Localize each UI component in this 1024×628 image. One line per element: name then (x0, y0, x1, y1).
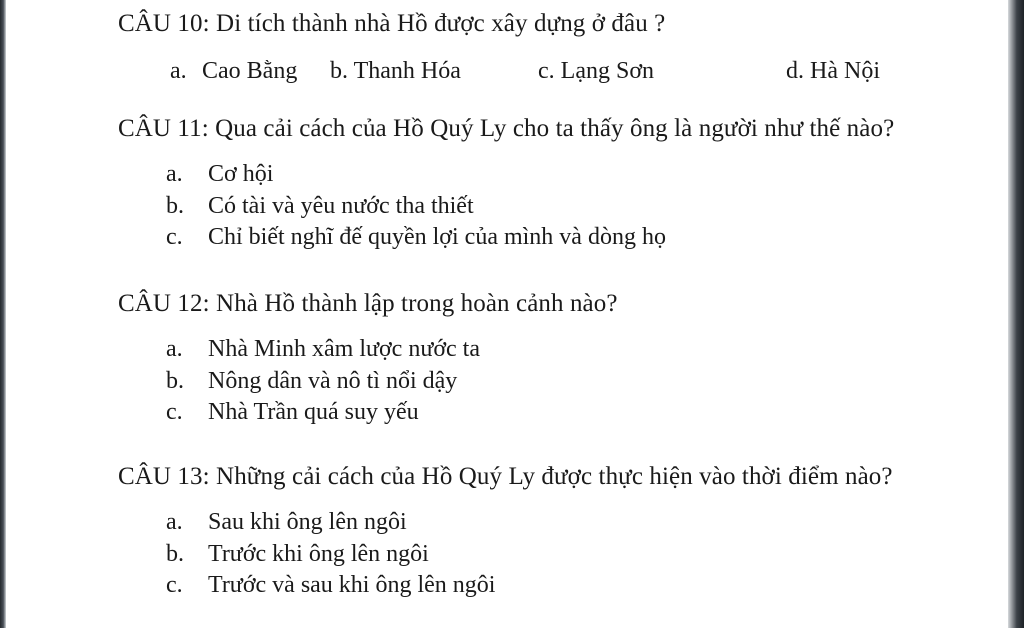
question-12-options (166, 334, 988, 429)
option-11-b-text: Có tài và yêu nước tha thiết (208, 192, 474, 219)
option-10-b-letter: b. (330, 58, 348, 84)
question-10-label: CÂU 10: (118, 10, 210, 37)
question-11-text: Qua cải cách của Hồ Quý Ly cho ta thấy ông là người như thế nào? (215, 115, 895, 142)
page-right-edge (1008, 0, 1024, 628)
option-10-c-text: Lạng Sơn (560, 58, 655, 84)
option-11-b (166, 191, 988, 223)
question-11-options (166, 159, 988, 254)
document-content (118, 10, 988, 602)
option-10-b (330, 58, 538, 85)
option-11-a (166, 159, 988, 191)
question-10-text: Di tích thành nhà Hồ được xây dựng ở đâu ? (216, 10, 666, 37)
option-13-b-text: Trước khi ông lên ngôi (208, 540, 429, 567)
question-13-options (166, 507, 988, 602)
question-12 (118, 290, 988, 318)
question-11-label: CÂU 11: (118, 115, 209, 142)
option-12-b-text: Nông dân và nô tì nổi dậy (208, 367, 458, 394)
option-10-b-text: Thanh Hóa (353, 58, 461, 84)
question-13-label: CÂU 13: (118, 463, 210, 491)
option-12-b (166, 366, 988, 398)
question-13 (118, 463, 988, 491)
question-10-options (170, 58, 988, 85)
question-12-text: Nhà Hồ thành lập trong hoàn cảnh nào? (216, 290, 618, 318)
option-10-d (786, 58, 880, 85)
option-10-c-letter: c. (538, 58, 555, 84)
option-13-b (166, 539, 988, 571)
option-13-a-letter: a. (166, 509, 183, 536)
question-13-text: Những cải cách của Hồ Quý Ly được thực hiện vào thời điểm nào? (216, 463, 893, 491)
question-12-label: CÂU 12: (118, 290, 210, 318)
option-13-a-text: Sau khi ông lên ngôi (208, 509, 407, 536)
question-10 (118, 10, 988, 38)
option-12-a (166, 334, 988, 366)
option-10-a (170, 58, 330, 85)
option-12-b-letter: b. (166, 367, 184, 394)
option-10-a-text: Cao Bằng (202, 58, 298, 84)
option-10-d-letter: d. (786, 58, 804, 84)
option-13-b-letter: b. (166, 540, 184, 567)
option-10-d-text: Hà Nội (810, 58, 880, 84)
question-11 (118, 115, 988, 143)
option-11-a-letter: a. (166, 161, 183, 187)
option-11-a-text: Cơ hội (208, 161, 274, 187)
option-10-c (538, 58, 786, 85)
option-13-c-text: Trước và sau khi ông lên ngôi (208, 572, 496, 599)
option-13-a (166, 507, 988, 539)
option-12-c-text: Nhà Trần quá suy yếu (208, 399, 419, 426)
option-12-c-letter: c. (166, 399, 183, 426)
page-left-edge (0, 0, 6, 628)
option-12-c (166, 397, 988, 429)
option-13-c-letter: c. (166, 572, 183, 599)
option-11-c-text: Chỉ biết nghĩ đế quyền lợi của mình và dòng họ (208, 224, 666, 251)
option-12-a-letter: a. (166, 336, 183, 363)
option-10-a-letter: a. (170, 58, 187, 84)
option-11-c (166, 222, 988, 254)
option-12-a-text: Nhà Minh xâm lược nước ta (208, 336, 481, 363)
option-13-c (166, 570, 988, 602)
option-11-b-letter: b. (166, 192, 184, 219)
option-11-c-letter: c. (166, 224, 183, 251)
